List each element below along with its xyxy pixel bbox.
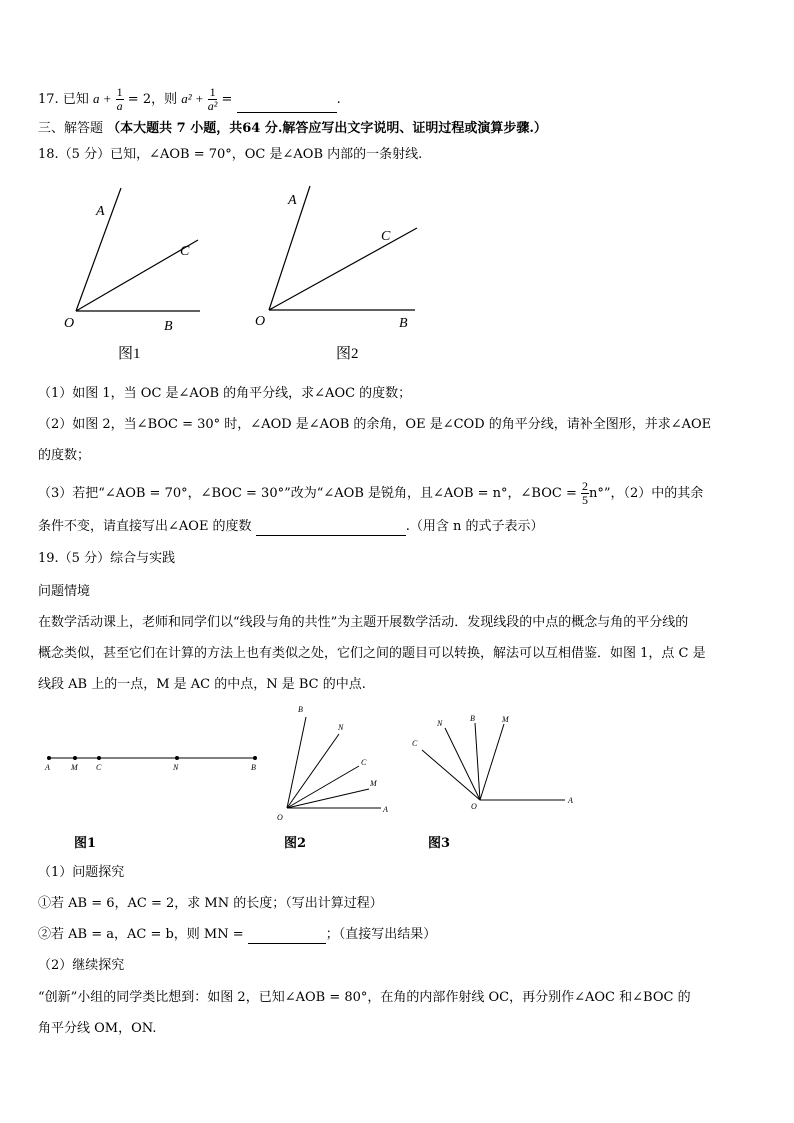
q18-part-2a: （2）如图 2，当∠BOC = 30° 时，∠AOD 是∠AOB 的余角，OE 是∠COD 的角平分线，请补全图形，并求∠AOE [38,417,712,432]
q18-part-3a-post: n°”，（2）中的其余 [589,486,704,501]
q17-expr2: a² + [181,91,204,106]
q17-number: 17. [38,92,59,107]
fig2b-label-n: N [338,723,344,732]
q19-figure-1 [40,748,270,778]
q19-fig1-caption: 图1 [74,836,97,851]
q17-pre: 已知 [62,92,89,107]
fig2b-label-a: A [383,805,388,814]
fig3-label-a: A [568,796,573,805]
q18-fig1-caption: 图1 [118,346,141,362]
q19-para-1: 在数学活动课上，老师和同学们以“线段与角的共性”为主题开展数学活动．发现线段的中点的概念与角的平分线的 [38,615,689,630]
q19-figure-2 [270,700,400,825]
fig2-label-b: B [399,316,408,331]
q19-item-1: ①若 AB = 6，AC = 2，求 MN 的长度；（写出计算过程） [38,896,383,911]
fig3-label-m: M [502,715,509,724]
fig2-label-o: O [255,314,266,329]
fig1-label-c: C [180,244,190,259]
fig3-label-o: O [471,802,477,811]
q19-scene-title: 问题情境 [38,584,91,599]
q19-part-2: （2）继续探究 [38,958,125,973]
q18-header: 18.（5 分）已知，∠AOB = 70°，OC 是∠AOB 内部的一条射线. [38,147,423,162]
section-3-heading [38,120,547,138]
fig2b-label-c: C [361,758,367,767]
q18-part-3a [38,480,703,507]
q18-answer-blank[interactable] [256,521,406,536]
seg-label-n: N [173,763,179,772]
fig3-label-b: B [470,714,475,723]
q19-answer-blank[interactable] [248,929,326,944]
q19-header: 19.（5 分）综合与实践 [38,551,176,566]
seg-label-b: B [251,763,256,772]
q19-para-4: “创新”小组的同学类比想到：如图 2，已知∠AOB = 80°，在角的内部作射线 OC，再分别作∠AOC 和∠BOC 的 [38,990,691,1005]
seg-label-m: M [71,763,78,772]
q18-part-2b: 的度数； [38,448,91,463]
q18-part-3a-text: （3）若把“∠AOB = 70°，∠BOC = 30°”改为“∠AOB 是锐角，且∠AOB = n°，∠BOC = [38,486,577,501]
section-3-desc: （本大题共 7 小题，共64 分.解答应写出文字说明、证明过程或演算步骤.） [107,121,547,136]
q19-para-3: 线段 AB 上的一点，M 是 AC 的中点，N 是 BC 的中点. [38,677,366,692]
fig2b-label-o: O [277,813,283,822]
fig1-label-b: B [164,319,173,334]
fig3-label-n: N [437,719,443,728]
q17-expr1: a + [92,91,112,106]
question-17: 17. 已知 a + $\frac{1}{a}$ = 2，则 a² + $\frac{1}{\text{a²}}$ = . [38,85,341,113]
fig2-label-a: A [288,193,297,208]
fig2-label-c: C [381,229,391,244]
section-3-title: 三、解答题 [38,121,104,136]
fig2b-label-b: B [298,705,303,714]
q17-frac1: $\frac{1}{a}$ [116,85,123,113]
fig1-label-o: O [64,316,75,331]
fig1-label-a: A [96,204,105,219]
q19-para-5: 角平分线 OM，ON. [38,1021,157,1036]
q18-part-1: （1）如图 1，当 OC 是∠AOB 的角平分线，求∠AOC 的度数； [38,386,412,401]
seg-label-c: C [96,763,102,772]
q17-answer-blank[interactable] [237,98,337,113]
fig3-label-c: C [412,739,418,748]
fig2b-label-m: M [370,779,377,788]
q19-fig2-caption: 图2 [284,836,307,851]
q17-eq2: = [221,92,233,107]
q19-item-2: ②若 AB = a，AC = b，则 MN = ；（直接写出结果） [38,927,437,942]
q18-fig2-caption: 图2 [336,346,359,362]
q19-figure-3 [405,710,585,815]
q19-part-1: （1）问题探究 [38,865,125,880]
q19-para-2: 概念类似，甚至它们在计算的方法上也有类似之处，它们之间的题目可以转换，解法可以互相借鉴．如图 1，点 C 是 [38,646,706,661]
q19-fig3-caption: 图3 [428,836,451,851]
seg-label-a: A [45,763,50,772]
q17-frac2: $\frac{1}{\text{a²}}$ [207,85,218,113]
q17-eq1: = 2，则 [127,92,178,107]
q18-part-3a-frac: $\frac{2}{5}$ [582,479,588,507]
q18-part-3b: 条件不变，请直接写出∠AOE 的度数 .（用含 n 的式子表示） [38,519,544,534]
